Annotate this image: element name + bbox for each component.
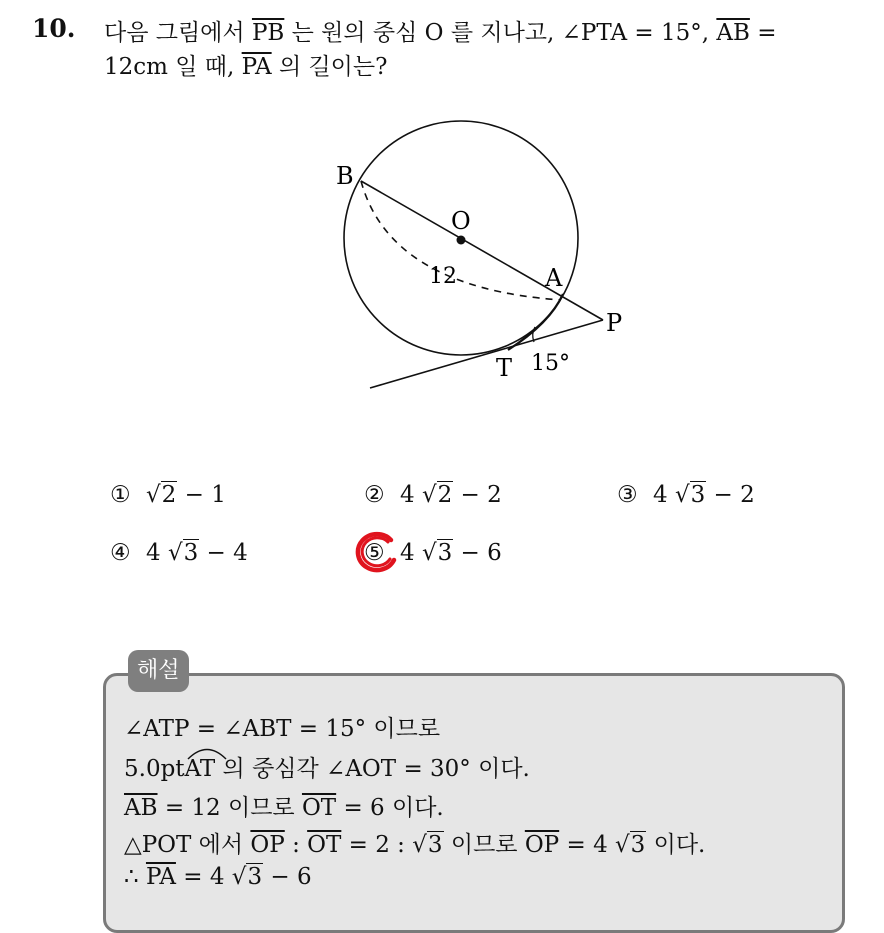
segment-pa-2: $\overline{PA}$ <box>145 864 176 890</box>
choice-3-pre: 4 <box>653 482 675 508</box>
solution-line-1: ∠ATP = ∠ABT = 15° 이므로 <box>124 716 441 742</box>
secant-line-bp <box>361 181 603 320</box>
choice-3-post: − 2 <box>706 482 755 508</box>
choice-3[interactable] <box>617 482 755 508</box>
segment-ab-2: $\overline{AB}$ <box>124 795 158 821</box>
arc-icon <box>185 744 229 760</box>
choice-3-mark: ③ <box>617 482 638 508</box>
choice-1-post: − 1 <box>177 482 226 508</box>
choice-5-mark: ⑤ <box>364 540 385 566</box>
choice-2[interactable] <box>364 482 502 508</box>
q-text-4: 12cm 일 때, <box>104 54 235 80</box>
q-text-2: 는 원의 중심 O 를 지나고, <box>291 20 555 46</box>
label-length: 12 <box>429 264 457 289</box>
solution-line-3 <box>124 789 444 822</box>
solution-line-4 <box>124 826 705 859</box>
sqrt-icon: √2 <box>146 482 177 508</box>
choice-5-post: − 6 <box>453 540 502 566</box>
choice-2-pre: 4 <box>400 482 422 508</box>
solution-line-5-t1: ∴ <box>124 864 146 890</box>
solution-radicand-1: 3 <box>427 832 443 858</box>
solution-line-5-t2: = 4 <box>175 864 232 890</box>
label-angle: 15° <box>531 351 570 376</box>
choice-4-post: − 4 <box>199 540 248 566</box>
choice-4-radicand: 3 <box>183 540 199 566</box>
segment-ab: $\overline{AB}$ <box>716 20 750 46</box>
q-text-1: 다음 그림에서 <box>104 20 245 46</box>
sqrt-icon: √3 <box>412 832 443 858</box>
answer-mark-icon <box>352 528 402 578</box>
choice-4-pre: 4 <box>146 540 168 566</box>
sqrt-icon: √3 <box>674 482 706 508</box>
sqrt-icon: √2 <box>421 482 453 508</box>
choice-2-post: − 2 <box>453 482 502 508</box>
solution-line-4-t5: = 4 <box>559 832 616 858</box>
solution-line-4-t1: △POT 에서 <box>124 832 251 858</box>
solution-line-4-t4: 이므로 <box>443 832 525 858</box>
segment-ot-2: $\overline{OT}$ <box>307 832 342 858</box>
segment-op: $\overline{OP}$ <box>250 832 285 858</box>
solution-line-2 <box>124 750 530 783</box>
solution-radicand-2: 3 <box>630 832 646 858</box>
sqrt-icon: √3 <box>167 540 199 566</box>
segment-pa: $\overline{PA}$ <box>241 54 272 80</box>
choice-4[interactable] <box>110 540 248 566</box>
label-t: T <box>496 354 513 382</box>
solution-radicand-3: 3 <box>247 864 263 890</box>
label-b: B <box>336 162 354 190</box>
label-p: P <box>606 309 623 337</box>
choice-3-radicand: 3 <box>690 482 706 508</box>
solution-line-4-t3: = 2 : <box>341 832 413 858</box>
segment-ot: $\overline{OT}$ <box>301 795 337 821</box>
solution-line-4-t2: : <box>284 832 308 858</box>
question-number: 10. <box>32 14 76 43</box>
solution-line-5-t3: − 6 <box>263 864 312 890</box>
solution-line-3-t1: = 12 이므로 <box>157 795 302 821</box>
sqrt-icon: √3 <box>421 540 453 566</box>
center-point-o <box>457 236 466 245</box>
angle-pta: ∠PTA = 15°, <box>561 20 710 46</box>
choice-2-mark: ② <box>364 482 385 508</box>
geometry-figure <box>320 118 640 408</box>
question-line-1 <box>104 16 864 50</box>
choice-4-mark: ④ <box>110 540 131 566</box>
solution-line-2-pre: 5.0pt <box>124 756 185 782</box>
solution-line-3-t2: = 6 이다. <box>336 795 444 821</box>
label-o: O <box>451 207 471 235</box>
choice-5-pre: 4 <box>400 540 422 566</box>
sqrt-icon: √3 <box>231 864 263 890</box>
choice-1[interactable] <box>110 482 226 508</box>
solution-line-2-post: 의 중심각 ∠AOT = 30° 이다. <box>215 756 530 782</box>
segment-pb: $\overline{PB}$ <box>251 20 285 46</box>
arc-at <box>185 756 216 782</box>
choice-1-mark: ① <box>110 482 131 508</box>
choice-5-radicand: 3 <box>437 540 453 566</box>
solution-line-4-t6: 이다. <box>646 832 706 858</box>
segment-op-2: $\overline{OP}$ <box>524 832 560 858</box>
arc-label: AT <box>184 756 216 782</box>
solution-line-5 <box>124 864 312 890</box>
choice-2-radicand: 2 <box>437 482 453 508</box>
q-text-3: = <box>757 20 777 46</box>
choice-1-radicand: 2 <box>161 482 177 508</box>
question-line-2 <box>104 50 864 84</box>
solution-tag: 해설 <box>128 650 189 692</box>
label-a: A <box>545 264 563 292</box>
q-text-5: 의 길이는? <box>278 54 388 80</box>
sqrt-icon: √3 <box>615 832 646 858</box>
question-text <box>104 16 864 84</box>
